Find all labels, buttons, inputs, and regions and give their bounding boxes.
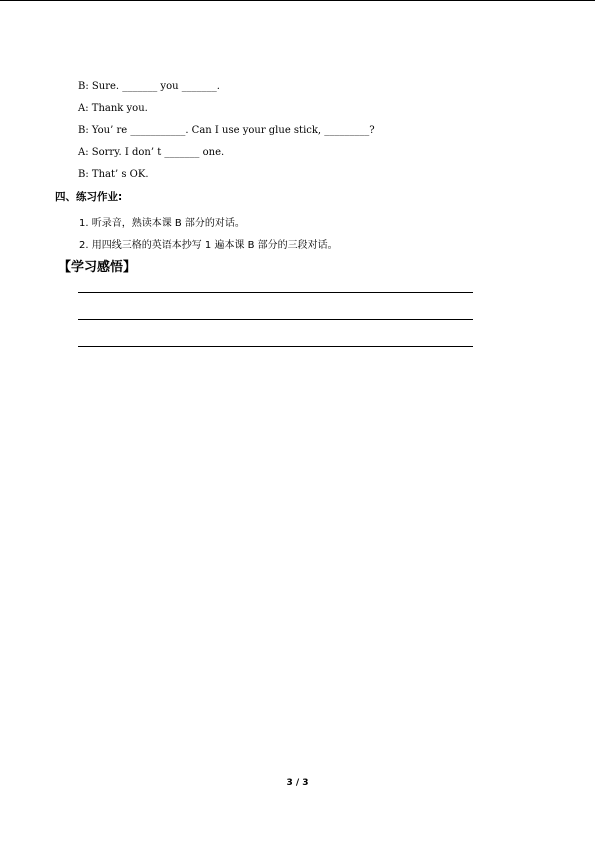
writing-line-2: [78, 319, 473, 320]
page-number: 3 / 3: [286, 778, 309, 788]
writing-line-1: [78, 292, 473, 293]
homework-item-2: 2. 用四线三格的英语本抄写 1 遍本课 B 部分的三段对话。: [79, 240, 338, 251]
writing-line-3: [78, 346, 473, 347]
page-top-border: [0, 0, 595, 1]
dialogue-line-2: A: Thank you.: [78, 103, 148, 114]
dialogue-line-1: B: Sure. _______ you _______.: [78, 81, 220, 92]
reflection-title: 【学习感悟】: [58, 260, 137, 275]
dialogue-line-5: B: That’ s OK.: [78, 169, 149, 180]
dialogue-line-3: B: You’ re ___________. Can I use your glue stick, _________?: [78, 125, 375, 136]
homework-heading: 四、练习作业:: [55, 191, 123, 203]
homework-item-1: 1. 听录音，熟读本课 B 部分的对话。: [79, 218, 245, 229]
dialogue-line-4: A: Sorry. I don’ t _______ one.: [78, 147, 225, 158]
